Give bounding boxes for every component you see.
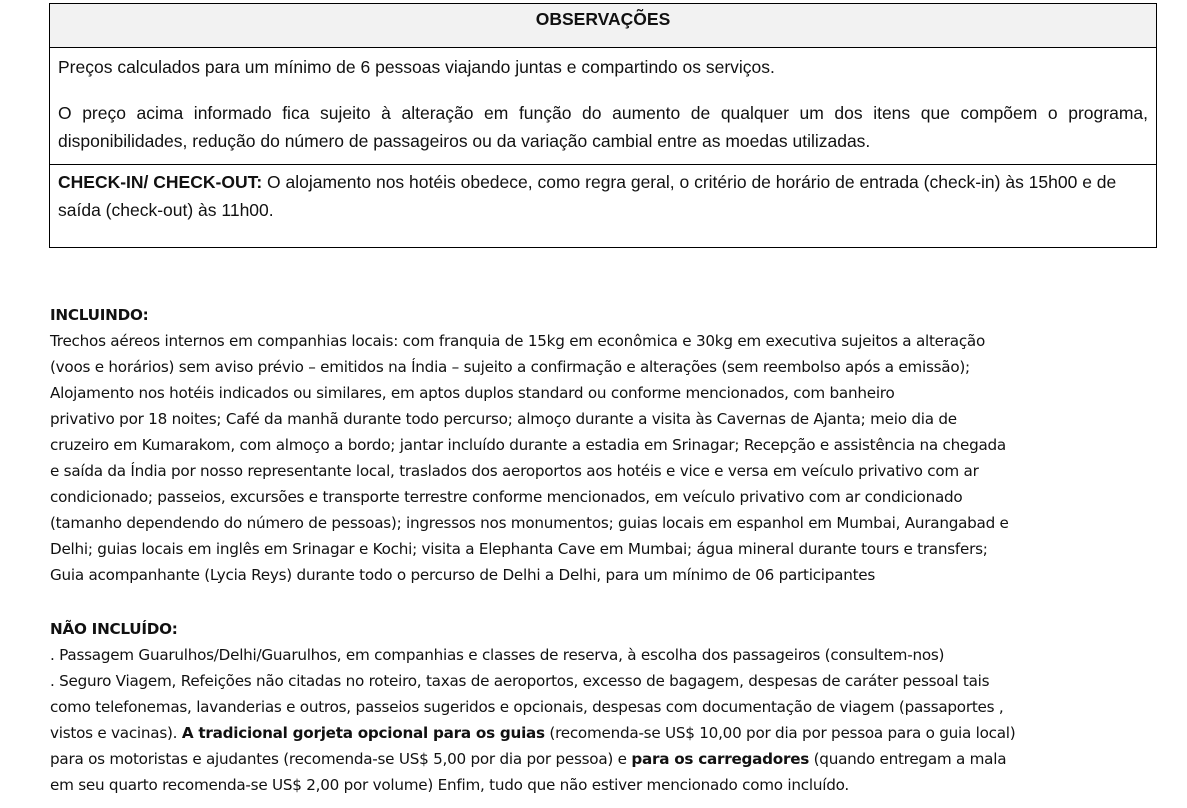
gorjeta-guias-text: A tradicional gorjeta opcional para os guias [181,724,545,742]
pricing-cell [50,48,1156,165]
incluindo-line: cruzeiro em Kumarakom, com almoço a bordo; jantar incluído durante a estadia em Srinagar; Recepção e assistência na chegada [50,436,1006,454]
incluindo-line: Delhi; guias locais em inglês em Srinagar e Kochi; visita a Elephanta Cave em Mumbai; água mineral durante tours e transfers; [50,540,988,558]
pricing-note-text: O preço acima informado fica sujeito à alteração em função do aumento de qualquer um dos itens que compõem o programa, disponibilidades, redução do número de passageiros ou da variação cambial entre as moedas utilizadas. [58,103,1148,151]
incluindo-line: (voos e horários) sem aviso prévio – emitidos na Índia – sujeito a confirmação e alterações (sem reembolso após a emissão); [50,358,970,376]
incluindo-line: Alojamento nos hotéis indicados ou similares, em aptos duplos standard ou conforme mencionados, com banheiro [50,384,895,402]
nao-incluido-title: NÃO INCLUÍDO: [50,620,178,638]
checkin-cell [50,165,1156,247]
incluindo-line: privativo por 18 noites; Café da manhã durante todo percurso; almoço durante a visita às Cavernas de Ajanta; meio dia de [50,410,957,428]
checkin-text: O alojamento nos hotéis obedece, como regra geral, o critério de horário de entrada (check-in) às 15h00 e de saída (check-out) às 11h00. [58,172,1117,220]
observacoes-table [49,3,1157,248]
incluindo-line: e saída da Índia por nosso representante local, traslados dos aeroportos aos hotéis e vice e versa em veículo privativo com ar [50,462,979,480]
incluindo-line: condicionado; passeios, excursões e transporte terrestre conforme mencionados, em veículo privativo com ar condicionado [50,488,963,506]
incluindo-line: Guia acompanhante (Lycia Reys) durante todo o percurso de Delhi a Delhi, para um mínimo de 06 participantes [50,566,876,584]
incluindo-section [50,302,1160,588]
nao-incluido-line [50,720,1160,746]
nao-incluido-text: para os motoristas e ajudantes (recomenda-se US$ 5,00 por dia por pessoa) e [50,750,632,768]
nao-incluido-line: . Seguro Viagem, Refeições não citadas no roteiro, taxas de aeroportos, excesso de bagagem, despesas de caráter pessoal tais [50,672,990,690]
nao-incluido-line: em seu quarto recomenda-se US$ 2,00 por volume) Enfim, tudo que não estiver mencionado como incluído. [50,776,849,794]
incluindo-title: INCLUINDO: [50,306,149,324]
nao-incluido-text: vistos e vacinas). [50,724,182,742]
nao-incluido-text: (quando entregam a mala [809,750,1007,768]
incluindo-list [50,328,1160,588]
nao-incluido-section [50,616,1160,798]
nao-incluido-line: . Passagem Guarulhos/Delhi/Guarulhos, em companhias e classes de reserva, à escolha dos passageiros (consultem-nos) [50,646,945,664]
incluindo-line: (tamanho dependendo do número de pessoas); ingressos nos monumentos; guias locais em espanhol em Mumbai, Aurangabad e [50,514,1009,532]
nao-incluido-text: (recomenda-se US$ 10,00 por dia por pessoa para o guia local) [544,724,1016,742]
carregadores-text: para os carregadores [631,750,810,768]
incluindo-line: Trechos aéreos internos em companhias locais: com franquia de 15kg em econômica e 30kg em executiva sujeitos a alteração [50,332,986,350]
nao-incluido-line [50,746,1160,772]
nao-incluido-line: como telefonemas, lavanderias e outros, passeios sugeridos e opcionais, despesas com documentação de viagem (passaportes , [50,698,1004,716]
pricing-min-text: Preços calculados para um mínimo de 6 pessoas viajando juntas e compartindo os serviços. [58,57,775,77]
observacoes-title: OBSERVAÇÕES [50,4,1156,48]
checkin-label: CHECK-IN/ CHECK-OUT: [58,172,263,192]
